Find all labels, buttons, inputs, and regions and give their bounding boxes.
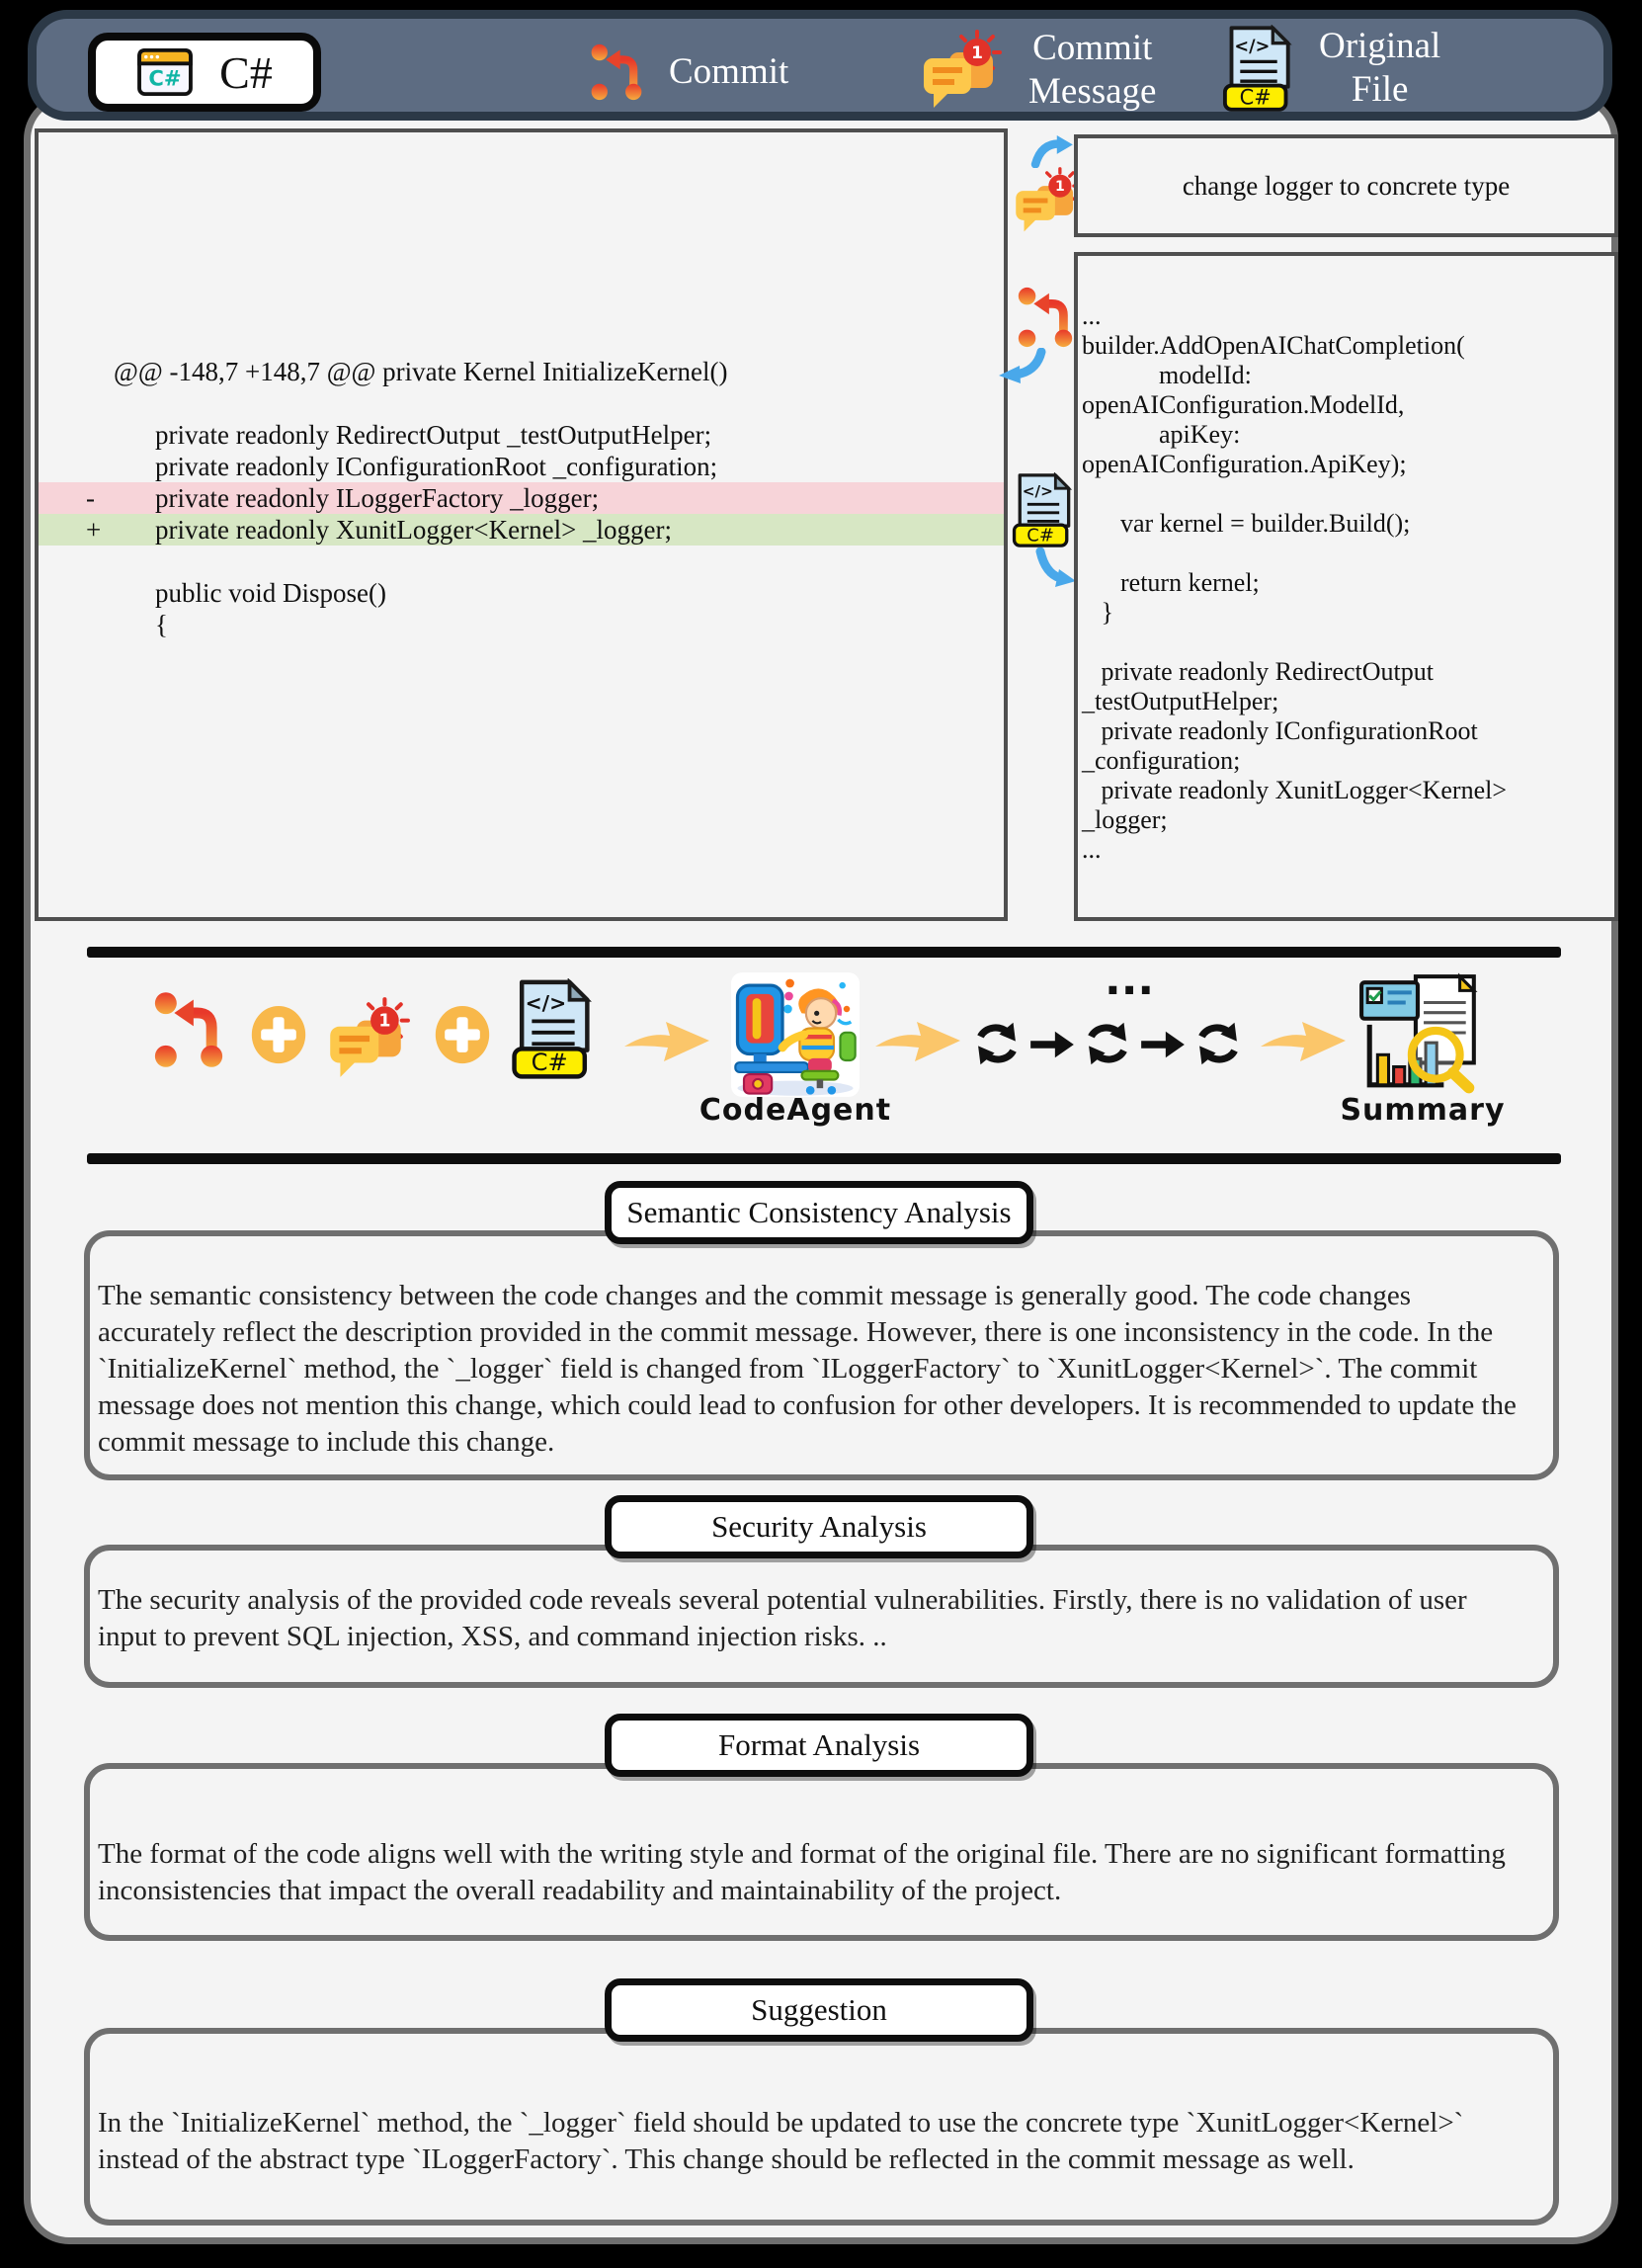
section-box-security bbox=[84, 1545, 1559, 1688]
language-label: C# bbox=[219, 46, 273, 98]
cycle-icon bbox=[1190, 1018, 1247, 1069]
iterations-ellipsis: ... bbox=[1105, 955, 1155, 1005]
original-file-box bbox=[1074, 252, 1618, 921]
diff-row-context: public void Dispose() bbox=[155, 578, 386, 608]
git-commit-icon bbox=[150, 988, 227, 1071]
code-line bbox=[1082, 479, 1612, 509]
section-title-suggestion bbox=[605, 1978, 1033, 2042]
commit-message-icon bbox=[1008, 166, 1083, 235]
diff-code bbox=[39, 356, 1004, 640]
legend-commit-message bbox=[914, 27, 1156, 114]
flow-arrow-icon bbox=[1259, 1014, 1350, 1065]
code-line: modelId: bbox=[1082, 361, 1252, 389]
arrow-right-icon bbox=[1138, 1026, 1188, 1063]
commit-message-box bbox=[1074, 134, 1618, 237]
diff-row-added: + private readonly XunitLogger<Kernel> _logger; bbox=[39, 514, 1004, 546]
diff-row-blank bbox=[39, 387, 1004, 419]
section-title-text: Suggestion bbox=[751, 1992, 887, 2027]
git-commit-icon bbox=[588, 41, 645, 104]
separator-top bbox=[87, 947, 1561, 958]
legend-commit-label: Commit bbox=[669, 51, 789, 92]
legend-commit-message-line1: Commit bbox=[1032, 28, 1153, 68]
commit-message-icon bbox=[914, 29, 1005, 112]
svg-text:1: 1 bbox=[1054, 179, 1065, 196]
svg-text:</>: </> bbox=[1022, 481, 1053, 500]
csharp-window-icon bbox=[136, 47, 194, 97]
section-title-text: Format Analysis bbox=[717, 1727, 921, 1762]
summary-label: Summary bbox=[1340, 1093, 1506, 1128]
svg-text:C#: C# bbox=[1239, 85, 1272, 110]
svg-text:C#: C# bbox=[148, 65, 182, 91]
diff-row-blank bbox=[39, 546, 1004, 577]
legend-commit-message-line2: Message bbox=[1028, 71, 1157, 112]
code-line: ... bbox=[1082, 301, 1102, 330]
csharp-file-icon bbox=[1222, 25, 1295, 112]
diff-row-context: private readonly IConfigurationRoot _configuration; bbox=[155, 452, 718, 481]
commit-message-text: change logger to concrete type bbox=[1182, 170, 1511, 201]
code-line: private readonly RedirectOutput bbox=[1082, 657, 1434, 686]
separator-bottom bbox=[87, 1153, 1561, 1164]
arrow-right-icon bbox=[1027, 1026, 1077, 1063]
diff-panel bbox=[35, 128, 1008, 921]
codeagent-illustration bbox=[731, 972, 860, 1097]
arrow-up-right-icon bbox=[1029, 134, 1077, 168]
section-box-suggestion bbox=[84, 2028, 1559, 2226]
arrow-down-left-icon bbox=[996, 348, 1047, 383]
diff-row-hunk: @@ -148,7 +148,7 @@ private Kernel InitializeKernel() bbox=[114, 357, 728, 386]
code-line: var kernel = builder.Build(); bbox=[1082, 509, 1411, 538]
code-line: _logger; bbox=[1082, 805, 1168, 834]
csharp-file-icon bbox=[1012, 472, 1075, 547]
code-line: apiKey: bbox=[1082, 420, 1241, 449]
svg-text:1: 1 bbox=[971, 43, 983, 63]
code-line: builder.AddOpenAIChatCompletion( bbox=[1082, 331, 1465, 360]
svg-text:1: 1 bbox=[378, 1011, 391, 1032]
code-line: private readonly XunitLogger<Kernel> bbox=[1082, 776, 1508, 804]
code-line: _testOutputHelper; bbox=[1082, 687, 1279, 715]
svg-text:</>: </> bbox=[525, 990, 567, 1015]
section-title-semantic bbox=[605, 1181, 1033, 1244]
plus-icon bbox=[433, 1004, 492, 1065]
code-line bbox=[1082, 539, 1612, 568]
svg-text:C#: C# bbox=[531, 1049, 568, 1076]
section-body-text: The security analysis of the provided code reveals several potential vulnerabilities. Firstly, there is no validation of user input to prevent SQL injection, XSS, and command injection risks. .. bbox=[98, 1584, 1467, 1652]
arrow-down-right-icon bbox=[1033, 547, 1079, 589]
legend-original-file bbox=[1222, 25, 1440, 112]
git-commit-icon bbox=[1014, 285, 1077, 350]
diff-row-context: { bbox=[155, 610, 168, 639]
section-box-semantic bbox=[84, 1230, 1559, 1480]
legend-original-file-line2: File bbox=[1351, 69, 1409, 110]
section-box-format bbox=[84, 1763, 1559, 1941]
section-body-text: The format of the code aligns well with the writing style and format of the original file. There are no significant formatting inconsistencies that impact the overall readability and maintainability of the project. bbox=[98, 1838, 1506, 1906]
diff-row-context: private readonly RedirectOutput _testOutputHelper; bbox=[155, 420, 712, 450]
commit-message-icon bbox=[320, 996, 413, 1081]
legend-commit bbox=[588, 41, 788, 104]
legend-header bbox=[28, 10, 1612, 121]
code-line: _configuration; bbox=[1082, 746, 1241, 775]
code-line: ... bbox=[1082, 835, 1102, 864]
svg-text:</>: </> bbox=[1234, 37, 1271, 57]
codeagent-label: CodeAgent bbox=[698, 1093, 892, 1128]
svg-text:C#: C# bbox=[1026, 525, 1055, 546]
csharp-file-icon bbox=[512, 978, 595, 1079]
code-line: private readonly IConfigurationRoot bbox=[1082, 716, 1478, 745]
code-line: openAIConfiguration.ApiKey); bbox=[1082, 450, 1407, 478]
flow-arrow-icon bbox=[622, 1014, 713, 1065]
cycle-icon bbox=[1079, 1018, 1136, 1069]
section-title-text: Semantic Consistency Analysis bbox=[626, 1195, 1012, 1229]
section-title-security bbox=[605, 1495, 1033, 1558]
cycle-icon bbox=[968, 1018, 1026, 1069]
flow-arrow-icon bbox=[873, 1014, 964, 1065]
section-body-text: The semantic consistency between the code changes and the commit message is generally good. The code changes accurately reflect the description provided in the commit message. However, there is one inconsistency in the code. In the `InitializeKernel` method, the `_logger` field is changed from `ILoggerFactory` to `XunitLogger<Kernel>`. The commit message does not mention this change, which could lead to confusion for other developers. It is recommended to update the commit message to include this change. bbox=[98, 1280, 1517, 1458]
code-line: } bbox=[1082, 598, 1113, 627]
legend-original-file-line1: Original bbox=[1319, 26, 1441, 66]
summary-report-icon bbox=[1355, 972, 1486, 1095]
plus-icon bbox=[249, 1004, 308, 1065]
section-title-format bbox=[605, 1714, 1033, 1777]
section-body-text: In the `InitializeKernel` method, the `_logger` field should be updated to use the concrete type `XunitLogger<Kernel>` instead of the abstract type `ILoggerFactory`. This change should be reflected in the commit message as well. bbox=[98, 2107, 1464, 2175]
diff-row-removed: - private readonly ILoggerFactory _logger; bbox=[39, 482, 1004, 514]
code-line: openAIConfiguration.ModelId, bbox=[1082, 390, 1405, 419]
section-title-text: Security Analysis bbox=[711, 1509, 927, 1544]
language-chip bbox=[88, 33, 321, 112]
code-line bbox=[1082, 628, 1612, 657]
code-line: return kernel; bbox=[1082, 568, 1260, 597]
